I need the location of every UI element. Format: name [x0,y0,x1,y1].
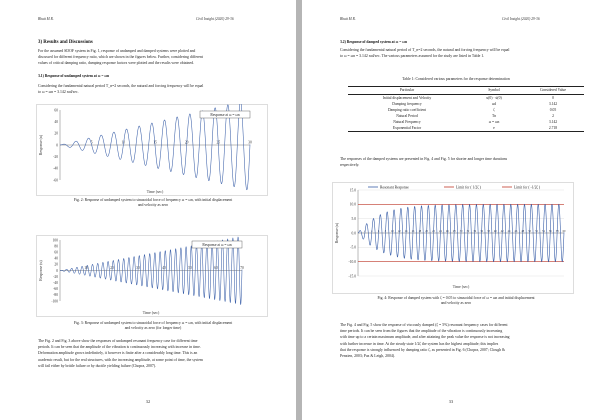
x-tick-label: 4 [371,229,373,233]
x-axis-title: Time (sec) [452,285,470,289]
figure-4-chart [332,182,574,294]
x-tick-label: 32 [466,229,470,233]
discussion-line: The Fig. 2 and Fig. 3 above show the responses of undamped resonant frequency case for different time [38,339,198,343]
right-page [302,0,600,420]
y-axis-title: Response (u) [335,222,339,244]
discussion-line: with further increase in time. At the steady state 1/2ζ the system has the highest amplitude; this implies [340,341,499,346]
discussion-line: Penzien, 2003; Paz & Leigh, 2004). [340,354,396,359]
x-tick-label: 12 [397,229,401,233]
x-tick-label: 34 [473,229,477,233]
x-tick-label: 14 [404,229,408,233]
y-tick-label: 15.0 [349,188,356,193]
intro-line: discussed for different frequency ratio, which are shown in the figures below. Further, considering different [38,55,204,60]
x-tick-label: 6 [377,229,380,233]
x-tick-label: 22 [432,229,435,233]
legend-entry: Limit for ( 1/2ζ ) [456,185,481,190]
x-tick-label: 58 [555,229,559,233]
caption-line: and velocity as zero (for longer time) [124,326,182,331]
legend-entry: Limit for ( -1/2ζ ) [514,185,541,190]
table-cell: 2 [552,113,554,118]
caption-line: and velocity as zero [137,203,169,208]
y-tick-label: -80 [53,293,58,298]
page-number: 32 [145,399,151,404]
legend-entry: Resonant Response [380,185,409,190]
x-tick-label: 48 [521,229,525,233]
y-tick-label: -15.0 [348,274,356,279]
y-axis-title: Response (u) [39,134,43,156]
sub-line: to ω = ωn = 3.142 rad/sec. [38,90,79,95]
table-cell: u(0) · u̇(0) [486,95,502,100]
y-tick-label: 0 [56,268,58,273]
table-cell: 0.05 [549,107,557,112]
intro-line: values of critical damping ratio, damping response factors were plotted and the results were obtained. [38,61,195,66]
subsection-title: 3.2) Response of damped system at ω = ωn [340,40,408,44]
x-tick-label: 52 [535,229,538,233]
x-tick-label: 70 [240,266,244,270]
discussion-line: that the response is strongly influenced by damping ratio ζ, as presented in Fig. 6 (Chopra, 2007; Clough & [340,347,506,352]
x-tick-label: 50 [528,229,532,233]
left-page [0,0,296,420]
x-tick-label: 15 [153,140,157,145]
discussion-paragraph [38,338,268,369]
y-tick-label: -60 [53,287,58,292]
y-tick-label: -40 [53,281,58,285]
table-cell: Damping ratio coefficient [387,107,427,112]
y-tick-label: -40 [53,166,58,171]
legend-entry: Response at ω = ωn [202,242,232,247]
y-tick-label: 80 [54,244,58,249]
x-tick-label: 56 [548,229,552,233]
table-cell: ω = ωn [488,120,500,125]
running-head-journal: Civil Insight (2020) 29-36 [502,17,540,21]
x-tick-label: 25 [216,140,221,145]
table-header: Particular [348,87,466,95]
parameters-table [348,86,584,132]
table-cell: Exponential Factor [348,125,466,132]
x-tick-label: 18 [418,229,422,233]
x-tick-label: 20 [110,266,114,270]
caption-line: Fig. 4: Response of damped system with ζ = 0.05 to sinusoidal force of ω = ωn and initial displacement [377,296,535,300]
sub-line: Considering the fundamental natural period of T_n=2 seconds, the natural and forcing frequency will be equal [340,48,510,52]
discussion-line: academic result, but for the real structures, with the increasing amplitude, at some point of time, the system [38,357,203,362]
y-tick-label: -20 [53,274,58,279]
y-tick-label: -10.0 [348,259,356,264]
x-tick-label: 44 [507,229,511,233]
x-tick-label: 20 [184,140,189,145]
figure-3-caption [38,321,268,332]
x-tick-label: 10 [390,229,394,233]
intro-paragraph [38,48,268,67]
running-head-author: Bhatt M.R. [38,17,54,21]
legend-entry: Response at ω = ωn [210,112,240,117]
x-tick-label: 10 [84,266,88,270]
caption-line: and velocity as zero [440,301,472,306]
discussion-line: Deformation amplitude grows indefinitely, it however is finite after a considerably long time. This is an [38,351,198,356]
discussion-line: The Fig. 4 and Fig. 5 show the response of viscously damped (ζ = 5%) resonant frequency cases for different [340,323,508,327]
y-tick-label: -5.0 [350,245,356,250]
discussion-paragraph [340,322,572,359]
y-tick-label: 0 [56,143,58,148]
table-cell: Tn [491,113,497,118]
section-title: 3) Results and Discussions [38,40,93,45]
after-table-line: The responses of the damped systems are presented in Fig. 4 and Fig. 5 for shorter and longer time durations [340,157,508,161]
x-tick-label: 30 [248,140,252,145]
x-tick-label: 24 [439,229,442,233]
x-tick-label: 20 [425,229,429,233]
x-tick-label: 16 [411,229,415,233]
x-tick-label: 38 [487,229,490,233]
table-row [348,125,584,132]
x-tick-label: 46 [514,229,518,233]
table-cell: Initial displacement and Velocity [382,95,432,100]
figure-4-caption [340,296,572,307]
y-axis-title: Response (u) [39,260,43,281]
x-tick-label: 2 [364,229,366,233]
table-cell: 2.718 [522,125,584,132]
running-head-journal: Civil Insight (2020) 29-36 [196,17,234,21]
table-cell: ζ [493,107,495,112]
y-tick-label: 20 [54,131,58,136]
caption-line: Fig. 3: Response of undamped system to sinusoidal force of frequency ω = ωn, with initial displacement [73,321,233,325]
x-axis-title: Time (sec) [146,190,164,194]
table-cell: Damping frequency [392,101,422,106]
figure-2-chart [36,104,268,196]
table-cell: ωd [491,101,497,106]
subsection-paragraph [340,47,572,59]
y-tick-label: 40 [54,119,58,124]
x-tick-label: 30 [136,266,140,270]
page-number: 33 [448,399,454,404]
x-tick-label: 60 [214,266,218,270]
discussion-line: with time up to a certain maximum amplitude, and after attaining the peak value the response is not increasing [340,335,510,340]
after-table-line: respectively. [340,163,360,168]
table-cell: Natural Period [396,113,418,118]
x-tick-label: 42 [500,229,504,233]
table-cell: e [466,125,522,132]
running-head-author: Bhatt M.R. [340,17,356,21]
y-tick-label: 10.0 [349,202,356,207]
sub-line: to ω = ωn = 3.142 rad/sec. The various parameters assumed for the study are listed in Table 1. [340,54,485,59]
x-tick-label: 8 [384,229,387,233]
y-tick-label: 100 [52,238,58,243]
table-header: Considered Value [522,87,584,95]
x-tick-label: 28 [452,229,456,233]
table-cell: Natural Frequency [393,120,421,125]
y-tick-label: 40 [54,256,58,261]
x-axis-title: Time (sec) [142,311,160,315]
table-cell: 0 [552,95,554,100]
after-table-paragraph [340,156,572,168]
y-tick-label: 60 [54,250,58,255]
y-tick-label: -100 [51,299,58,304]
table-header-row [348,87,584,95]
x-tick-label: 40 [162,266,166,270]
discussion-line: periods. It can be seen that the amplitude of the vibration is continuously increasing with increase in time. [38,345,201,350]
x-tick-label: 5 [90,140,93,145]
y-tick-label: -20 [53,154,58,159]
table-cell: 3.142 [548,101,558,106]
sub-line: Considering the fundamental natural period T_n=2 seconds, the natural and forcing frequency will be equal [38,84,204,88]
figure-3-chart [36,235,268,317]
x-tick-label: 26 [445,229,449,233]
intro-line: For the assumed SDOF system in Fig. 1, response of undamped and damped systems were plotted and [38,49,196,53]
y-tick-label: 0.0 [351,231,356,236]
x-tick-label: 36 [480,229,483,233]
y-tick-label: 20 [54,262,58,267]
discussion-line: will fail either by brittle failure or by ductile yielding failure (Chopra, 2007). [38,363,157,368]
subsection-title: 3.1) Response of undamped system at ω = ωn [38,74,110,78]
x-tick-label: 40 [493,229,497,233]
x-tick-label: 50 [188,266,192,270]
x-tick-label: 30 [459,229,463,233]
subsection-paragraph [38,83,268,95]
table-cell: 3.142 [548,120,558,125]
y-tick-label: -60 [53,178,58,183]
y-tick-label: 5.0 [351,216,356,221]
y-tick-label: 60 [54,108,58,113]
caption-line: Fig. 2: Response of undamped system to sinusoidal force of frequency ω = ωn, with initial displacement [73,198,233,202]
x-tick-label: 60 [562,229,566,233]
table-row [348,94,584,101]
table-title: Table 1: Considered various parameters for the response determination [402,77,510,81]
figure-2-caption [38,198,268,209]
table-header: Symbol [466,87,522,95]
discussion-line: time periods. It can be seen from the figures that the amplitude of the vibration is continuously increasing [340,329,503,334]
x-tick-label: 54 [542,229,545,233]
x-tick-label: 10 [121,140,126,145]
